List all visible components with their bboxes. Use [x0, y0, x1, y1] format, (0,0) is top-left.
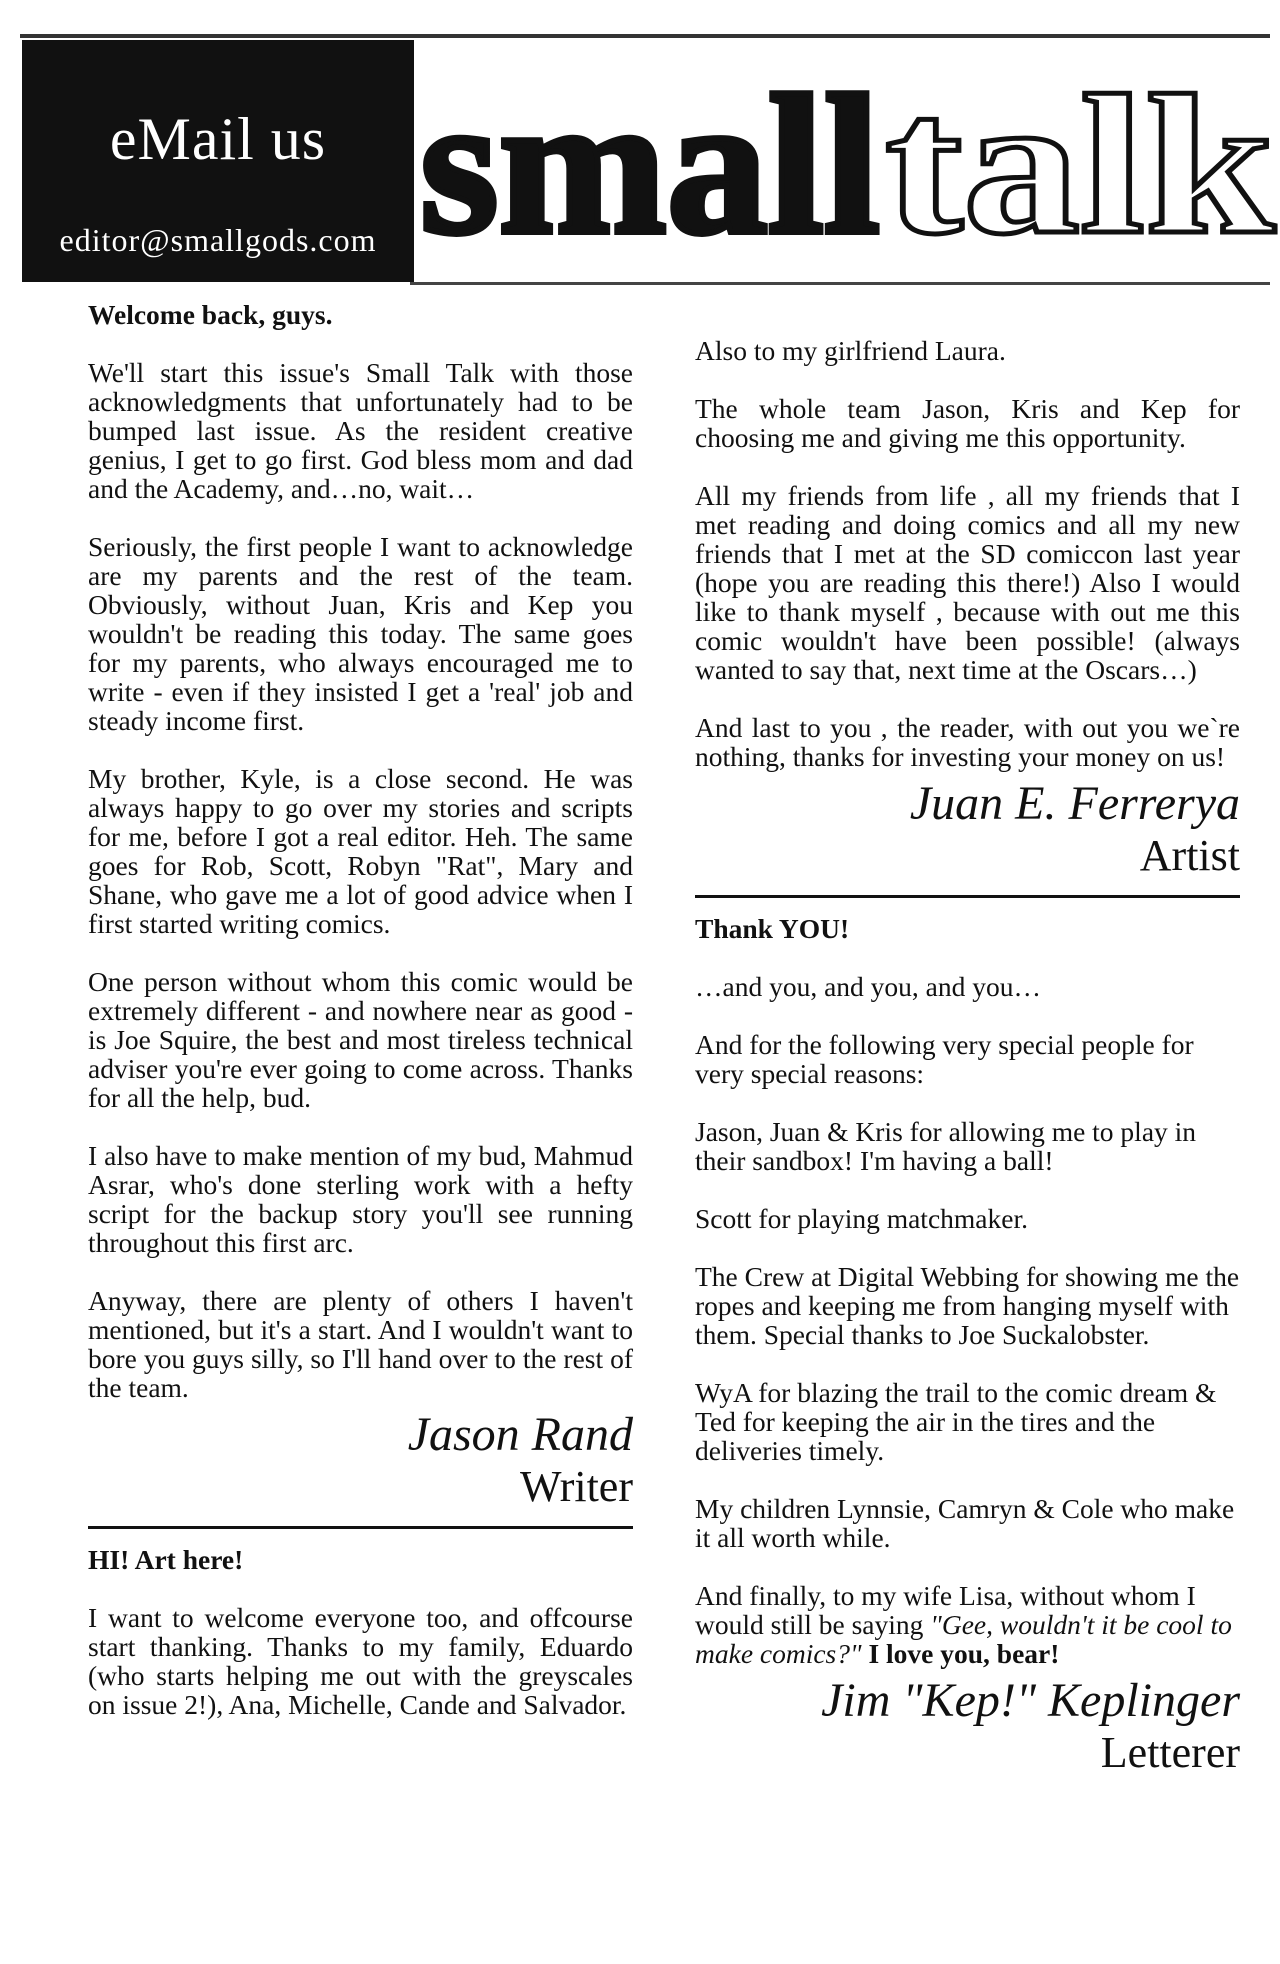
- right-paragraph-3: All my friends from life , all my friends that I met reading and doing comics and all my new friends that I met at the SD comiccon last year (hope you are reading this there!) Also I would like to thank myself , because with out me this comic wouldn't have been possible! (always wanted to say that, next time at the Oscars…): [695, 480, 1240, 685]
- writer-signature: Jason Rand: [407, 1408, 633, 1461]
- email-title: eMail us: [109, 106, 327, 172]
- thanks-line-4: Scott for playing matchmaker.: [695, 1203, 1028, 1234]
- letterer-signature: Jim "Kep!" Keplinger: [821, 1674, 1240, 1727]
- art-heading: HI! Art here!: [88, 1544, 244, 1575]
- left-divider: [88, 1526, 633, 1529]
- left-paragraph-6: Anyway, there are plenty of others I haven't mentioned, but it's a start. And I wouldn't want to bore you guys silly, so I'll hand over to the rest of the team.: [88, 1285, 633, 1403]
- thanks-line-1: …and you, and you, and you…: [695, 971, 1041, 1002]
- artist-signature: Juan E. Ferrerya: [909, 777, 1240, 830]
- email-box: [22, 40, 414, 282]
- left-paragraph-3: My brother, Kyle, is a close second. He was always happy to go over my stories and scripts for me, before I got a real editor. Heh. The same goes for Rob, Scott, Robyn "Rat", Mary and Shane, who gave me a lot of good advice when I first started writing comics.: [88, 763, 633, 939]
- masthead-title: [420, 32, 1280, 282]
- right-paragraph-2: The whole team Jason, Kris and Kep for choosing me and giving me this opportunity.: [695, 393, 1240, 453]
- welcome-heading: Welcome back, guys.: [88, 299, 333, 330]
- writer-role: Writer: [519, 1462, 633, 1511]
- masthead-rule: [410, 282, 1270, 285]
- thanks-line-5: The Crew at Digital Webbing for showing me the ropes and keeping me from hanging myself with them. Special thanks to Joe Suckalobster.: [695, 1261, 1240, 1350]
- right-column: [695, 336, 1240, 1778]
- thanks-line-8-quote: "Gee, wouldn't it be cool to make comics?": [695, 1609, 1232, 1669]
- thanks-line-3: Jason, Juan & Kris for allowing me to play in their sandbox! I'm having a ball!: [695, 1116, 1197, 1176]
- email-address[interactable]: editor@smallgods.com: [59, 222, 377, 258]
- right-paragraph-1: Also to my girlfriend Laura.: [695, 335, 1006, 366]
- left-paragraph-5: I also have to make mention of my bud, Mahmud Asrar, who's done sterling work with a hefty script for the backup story you'll see running throughout this first arc.: [88, 1140, 633, 1258]
- thanks-heading: Thank YOU!: [695, 913, 850, 944]
- right-paragraph-4: And last to you , the reader, with out you we`re nothing, thanks for investing your money on us!: [695, 712, 1240, 772]
- thanks-line-7: My children Lynnsie, Camryn & Cole who make it all worth while.: [695, 1493, 1235, 1553]
- thanks-line-6: WyA for blazing the trail to the comic dream & Ted for keeping the air in the tires and the deliveries timely.: [695, 1377, 1217, 1466]
- letterer-role: Letterer: [1100, 1728, 1240, 1777]
- left-paragraph-4: One person without whom this comic would be extremely different - and nowhere near as good - is Joe Squire, the best and most tireless technical adviser you're ever going to come across. Thanks for all the help, bud.: [88, 966, 633, 1113]
- left-paragraph-2: Seriously, the first people I want to acknowledge are my parents and the rest of the team. Obviously, without Juan, Kris and Kep you wouldn't be reading this today. The same goes for my parents, who always encouraged me to write - even if they insisted I get a 'real' job and steady income first.: [88, 531, 633, 736]
- thanks-line-8-start: And finally, to my wife Lisa, without whom I would still be saying: [695, 1580, 1196, 1640]
- art-paragraph-1: I want to welcome everyone too, and offcourse start thanking. Thanks to my family, Eduardo (who starts helping me out with the greyscales on issue 2!), Ana, Michelle, Cande and Salvador.: [88, 1602, 633, 1720]
- right-divider: [695, 895, 1240, 898]
- left-column: [88, 300, 633, 1748]
- title-small: small: [420, 55, 880, 276]
- title-talk: talk: [885, 55, 1275, 276]
- thanks-line-8: [695, 1581, 1240, 1668]
- thanks-line-2: And for the following very special people for very special reasons:: [695, 1029, 1194, 1089]
- artist-role: Artist: [1139, 831, 1240, 880]
- thanks-line-8-end: I love you, bear!: [861, 1638, 1060, 1669]
- left-paragraph-1: We'll start this issue's Small Talk with those acknowledgments that unfortunately had to be bumped last issue. As the resident creative genius, I get to go first. God bless mom and dad and the Academy, and…no, wait…: [88, 357, 633, 504]
